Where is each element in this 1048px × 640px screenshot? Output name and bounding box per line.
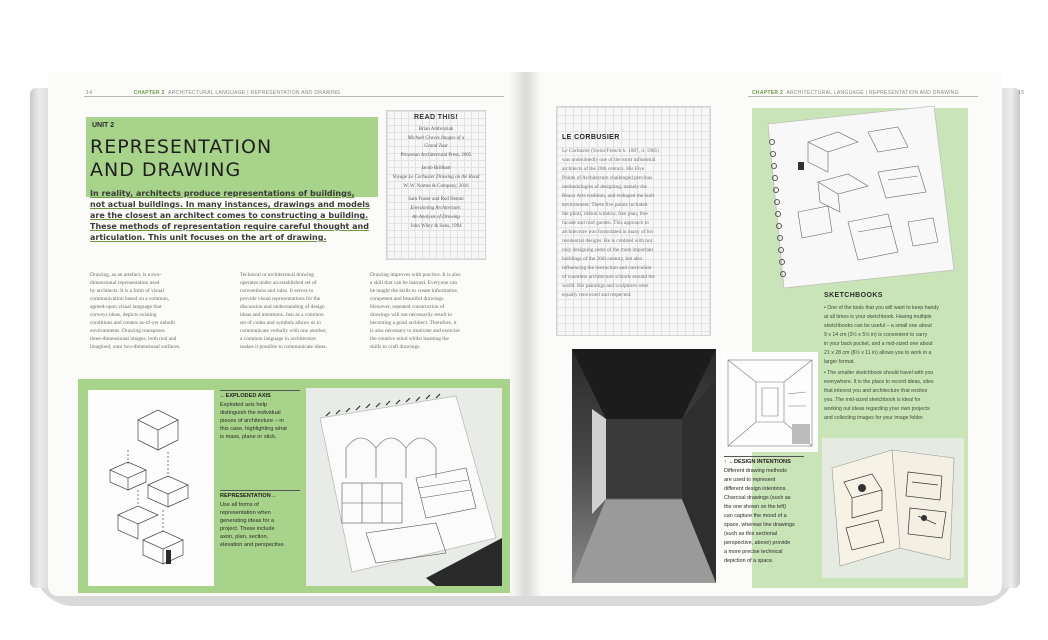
caption-rule [724,456,804,457]
body-text-line: be taught the skills to create informative, [370,288,459,294]
caption-line: the one shown on the left) [724,504,787,510]
le-corbusier-line: residential designs. He is credited with not [562,238,653,244]
le-corbusier-line: only designing some of the most important [562,247,653,253]
caption-line: (such as this sectional [724,531,778,537]
section-label: ARCHITECTURAL LANGUAGE | REPRESENTATION AND DRAWING [168,90,341,96]
reference-line: Jacob Brillhart [421,166,451,171]
page-number: 14 [86,90,93,96]
book-gutter [510,72,542,596]
reference-line: Michael Graves Images of a [407,136,465,141]
sketchbooks-line: you. The mid-sized sketchbook is ideal for [824,397,921,403]
sketchbooks-line: • The smaller sketchbook should travel with you [824,370,934,376]
small-sketchbook-photo [822,438,964,578]
caption-heading-representation: REPRESENTATION→ [220,493,277,499]
body-text-line: a skill that can be learned. Everyone can [370,280,458,286]
reference-line: W. W. Norton & Company, 2016 [403,184,469,189]
caption-heading-exploded-axis: ←EXPLODED AXIS [220,393,271,399]
body-text-line: competent and beautiful drawings. [370,296,445,302]
reference-line: John Wiley & Sons, 1994 [410,224,462,229]
body-text-line: Technical or architectural drawing [240,272,315,278]
caption-line: are used to represent [724,477,776,483]
body-text-line: conditions and creates as-of-yet unbuilt [90,320,176,326]
body-text-line: Drawing improves with practice. It is also [370,272,461,278]
sketchbooks-line: larger format. [824,359,855,365]
body-text-line: ideas and intentions. Just as a common [240,312,324,318]
body-text-line: the creative mind whilst learning the [370,336,449,342]
sketchbooks-line: sketchbooks can be useful – a small one about [824,323,932,329]
sketchbooks-title: SKETCHBOOKS [824,292,883,299]
unit-label: UNIT 2 [92,122,115,129]
caption-line: axon, plan, section, [220,534,269,540]
read-this-title: READ THIS! [413,114,459,121]
sketchbooks-line: 9 x 14 cm (3½ x 5½ in) is convenient to carry [824,332,928,338]
header-rule [84,96,504,97]
caption-line: this case, highlighting what [220,426,287,432]
caption-rule [220,390,300,391]
le-corbusier-line: Points of Architecture challenged previous [562,175,653,181]
section-label: ARCHITECTURAL LANGUAGE | REPRESENTATION AND DRAWING [786,90,959,96]
caption-line: representation when [220,510,271,516]
sectional-perspective-drawing [722,352,818,452]
exploded-axon-drawing [88,390,214,586]
le-corbusier-line: the piloti, ribbon window, free plan, free [562,211,648,217]
sketchbooks-line: • One of the tools that you will want to keep handy [824,305,939,311]
le-corbusier-line: architects of the 20th century. His Five [562,166,645,172]
le-corbusier-line: methodologies of designing, namely the [562,184,647,190]
intro-line: are the closest an architect comes to constructing a building. [90,211,369,220]
body-text-line: dimensional representation used [90,280,160,286]
caption-line: Different drawing methods [724,468,787,474]
reference-line: Envisioning Architecture: [410,206,462,211]
body-text-line: environments. Drawing transposes [90,328,165,334]
reference-line: An Analysis of Drawing [412,215,460,220]
sketchbooks-line: that interest you and architecture that excites [824,388,928,394]
chapter-label: CHAPTER 2 [133,90,165,96]
caption-rule [220,490,300,491]
le-corbusier-title: LE CORBUSIER [562,134,620,141]
caption-line: distinguish the individual [220,410,281,416]
body-text-line: agreed-upon visual language that [90,304,162,310]
sketchbook-photo [306,388,502,586]
caption-line: project. These include [220,526,275,532]
intro-line: not actual buildings. In many instances, drawings and models [90,200,370,209]
body-text-line: communication based on a common, [90,296,170,302]
chapter-label: CHAPTER 2 [752,90,784,96]
charcoal-drawing [572,349,716,583]
caption-heading-design-intentions: ↑ ←DESIGN INTENTIONS [724,459,791,465]
intro-line: articulation. This unit focuses on the art of drawing. [90,233,327,242]
caption-line: generating ideas for a [220,518,275,524]
reference-line: Voyage Le Corbusier Drawing on the Road [392,175,480,180]
le-corbusier-line: Le Corbusier (Swiss/French b. 1887, d. 1965) [562,148,659,154]
body-text-line: provide visual representations for the [240,296,321,302]
page-number: 15 [1018,90,1025,96]
body-text-line: communicate verbally with one another, [240,328,327,334]
body-text-line: conventions and rules. It serves to [240,288,314,294]
le-corbusier-line: influencing the instruction and curriculum [562,265,652,271]
caption-line: Exploded axis help [220,402,267,408]
body-text-line: makes it possible to communicate ideas. [240,344,327,350]
page-title-line-1: REPRESENTATION [90,136,273,158]
le-corbusier-line: was undoubtedly one of the most influential [562,157,656,163]
intro-line: In reality, architects produce representations of buildings, [90,189,355,198]
body-text-line: by architects. It is a form of visual [90,288,164,294]
caption-line: different design intentions. [724,486,787,492]
charcoal-drawing-photo [572,349,716,583]
caption-line: perspective, above) provide [724,540,791,546]
caption-line: space, whereas line drawings [724,522,795,528]
caption-line: a more precise technical [724,549,783,555]
right-page [526,72,1025,596]
body-text-line: a common language in architecture [240,336,316,342]
caption-line: Charcoal drawings (such as [724,495,791,501]
intro-line: These methods of representation require careful thought and [90,222,369,231]
sketchbooks-line: and collecting images for your image folder. [824,415,925,421]
body-text-line: is also necessary to motivate and exercise [370,328,460,334]
le-corbusier-line: of countless architecture schools around the [562,274,655,280]
caption-line: is mass, plane or stick. [220,434,277,440]
body-text-line: three-dimensional images, both real and [90,336,177,342]
body-text-line: discussion and understanding of design [240,304,325,310]
le-corbusier-line: Beaux Arts tradition, and reshaped the built [562,193,655,199]
caption-line: pieces of architecture – in [220,418,284,424]
sketchbooks-line: in your back pocket, and a mid-sized one about [824,341,933,347]
sketchbooks-line: at all times is your sketchbook. Having multiple [824,314,932,320]
reference-line: Grand Tour [424,144,448,149]
body-text-line: skills to craft drawings. [370,344,421,350]
reference-line: Sam Fraser and Rod Henmi [408,197,464,202]
sketchbooks-line: 21 x 28 cm (8½ x 11 in) allows you to work in a [824,350,932,356]
le-corbusier-line: buildings of the 20th century, but also [562,256,643,262]
reference-line: Brian Ambroziak [418,127,454,132]
left-page [48,72,526,596]
le-corbusier-line: equally renowned and respected. [562,292,632,298]
sketchbooks-line: everywhere. It is the place to record ideas, sites [824,379,934,385]
header-rule [748,96,978,97]
open-book [30,62,1025,607]
le-corbusier-line: environment. These five points included [562,202,648,208]
body-text-line: drawings will not necessarily result in [370,312,452,318]
sketchbooks-line: working out ideas regarding your own projects [824,406,930,412]
caption-line: elevation and perspective. [220,542,285,548]
caption-line: Use all forms of [220,502,259,508]
body-text-line: However, repeated construction of [370,304,445,310]
body-text-line: becoming a good architect. Therefore, it [370,320,457,326]
body-text-line: Drawing, as an artefact, is a two- [90,272,162,278]
body-text-line: set of codes and symbols allows us to [240,320,322,326]
body-text-line: imagined, onto two-dimensional surfaces. [90,344,181,350]
caption-line: depiction of a space. [724,558,774,564]
body-text-line: operates under an established set of [240,280,317,286]
page-title-line-2: AND DRAWING [90,159,242,181]
caption-line: can capture the mood of a [724,513,787,519]
le-corbusier-line: architecture was formulated in many of his [562,229,653,235]
le-corbusier-line: facade and roof garden. This approach to [562,220,649,226]
spiral-sketchbook-photo [758,102,958,292]
le-corbusier-line: world. His paintings and sculptures were [562,283,649,289]
reference-line: Princeton Architectural Press, 2005 [400,153,472,158]
body-text-line: conveys ideas, depicts existing [90,312,157,318]
